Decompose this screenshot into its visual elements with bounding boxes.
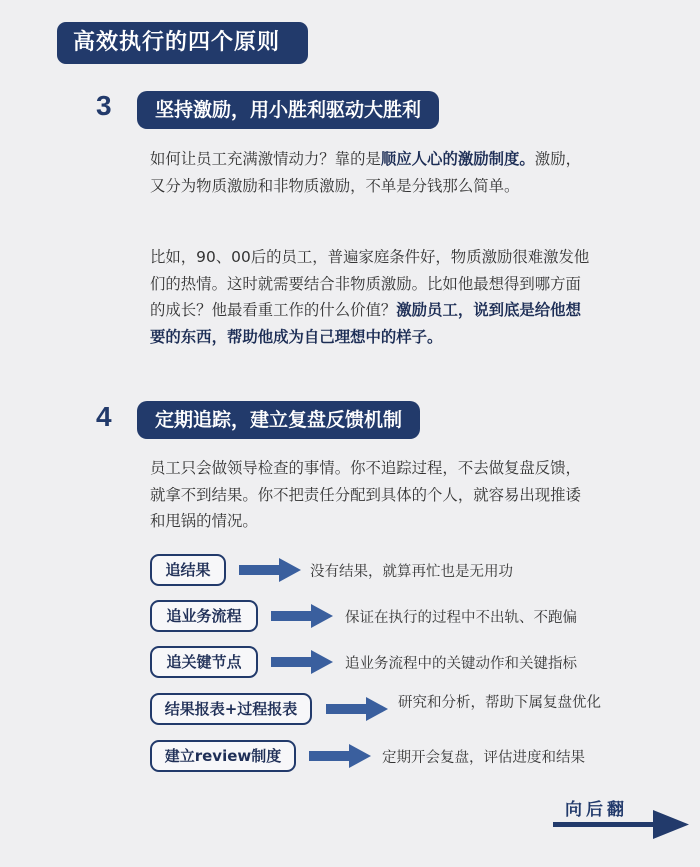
next-page-arrow-icon[interactable] [553, 808, 689, 842]
item-description: 研究和分析，帮助下属复盘优化 [398, 695, 601, 711]
page-title: 高效执行的四个原则 [57, 22, 308, 64]
section-4-heading: 定期追踪，建立复盘反馈机制 [137, 401, 420, 439]
section-3-paragraph-1 [150, 146, 590, 199]
section-3-p1-text: 如何让员工充满激情动力？靠的是 [150, 150, 381, 168]
section-3-number: 3 [96, 90, 112, 121]
item-description: 定期开会复盘，评估进度和结果 [382, 750, 585, 766]
section-4-number: 4 [96, 401, 112, 432]
section-3-p1-text-2: 激励，又分为物质激励和非物质激励，不单是分钱那么简单。 [150, 150, 581, 195]
arrow-right-icon [309, 743, 371, 769]
item-description: 保证在执行的过程中不出轨、不跑偏 [345, 610, 577, 626]
list-item [0, 646, 700, 682]
section-3-p2-text: 比如，90、00后的员工，普遍家庭条件好，物质激励很难激发他们的热情。这时就需要结合非物质激励。比如他最想得到哪方面的成长？他最看重工作的什么价值？ [150, 248, 590, 319]
next-page-label[interactable]: 向后翻 [565, 800, 628, 820]
list-item [0, 554, 700, 590]
arrow-right-icon [271, 603, 333, 629]
section-3-p2-bold: 激励员工，说到底是给他想要的东西，帮助他成为自己理想中的样子。 [150, 301, 581, 346]
arrow-right-icon [239, 557, 301, 583]
arrow-right-icon [271, 649, 333, 675]
item-description: 追业务流程中的关键动作和关键指标 [345, 656, 577, 672]
item-tag: 追业务流程 [150, 600, 258, 632]
list-item [0, 693, 700, 729]
arrow-right-icon [326, 696, 388, 722]
item-tag: 结果报表+过程报表 [150, 693, 312, 725]
section-3-paragraph-2 [150, 244, 590, 350]
list-item [0, 740, 700, 776]
section-3-heading: 坚持激励，用小胜利驱动大胜利 [137, 91, 439, 129]
item-tag: 追关键节点 [150, 646, 258, 678]
section-3-p1-bold: 顺应人心的激励制度。 [380, 150, 535, 168]
section-4-paragraph: 员工只会做领导检查的事情。你不追踪过程，不去做复盘反馈，就拿不到结果。你不把责任分配到具体的个人，就容易出现推诿和甩锅的情况。 [150, 459, 581, 530]
list-item [0, 600, 700, 636]
item-tag: 追结果 [150, 554, 226, 586]
item-description: 没有结果，就算再忙也是无用功 [310, 564, 513, 580]
item-tag: 建立review制度 [150, 740, 296, 772]
